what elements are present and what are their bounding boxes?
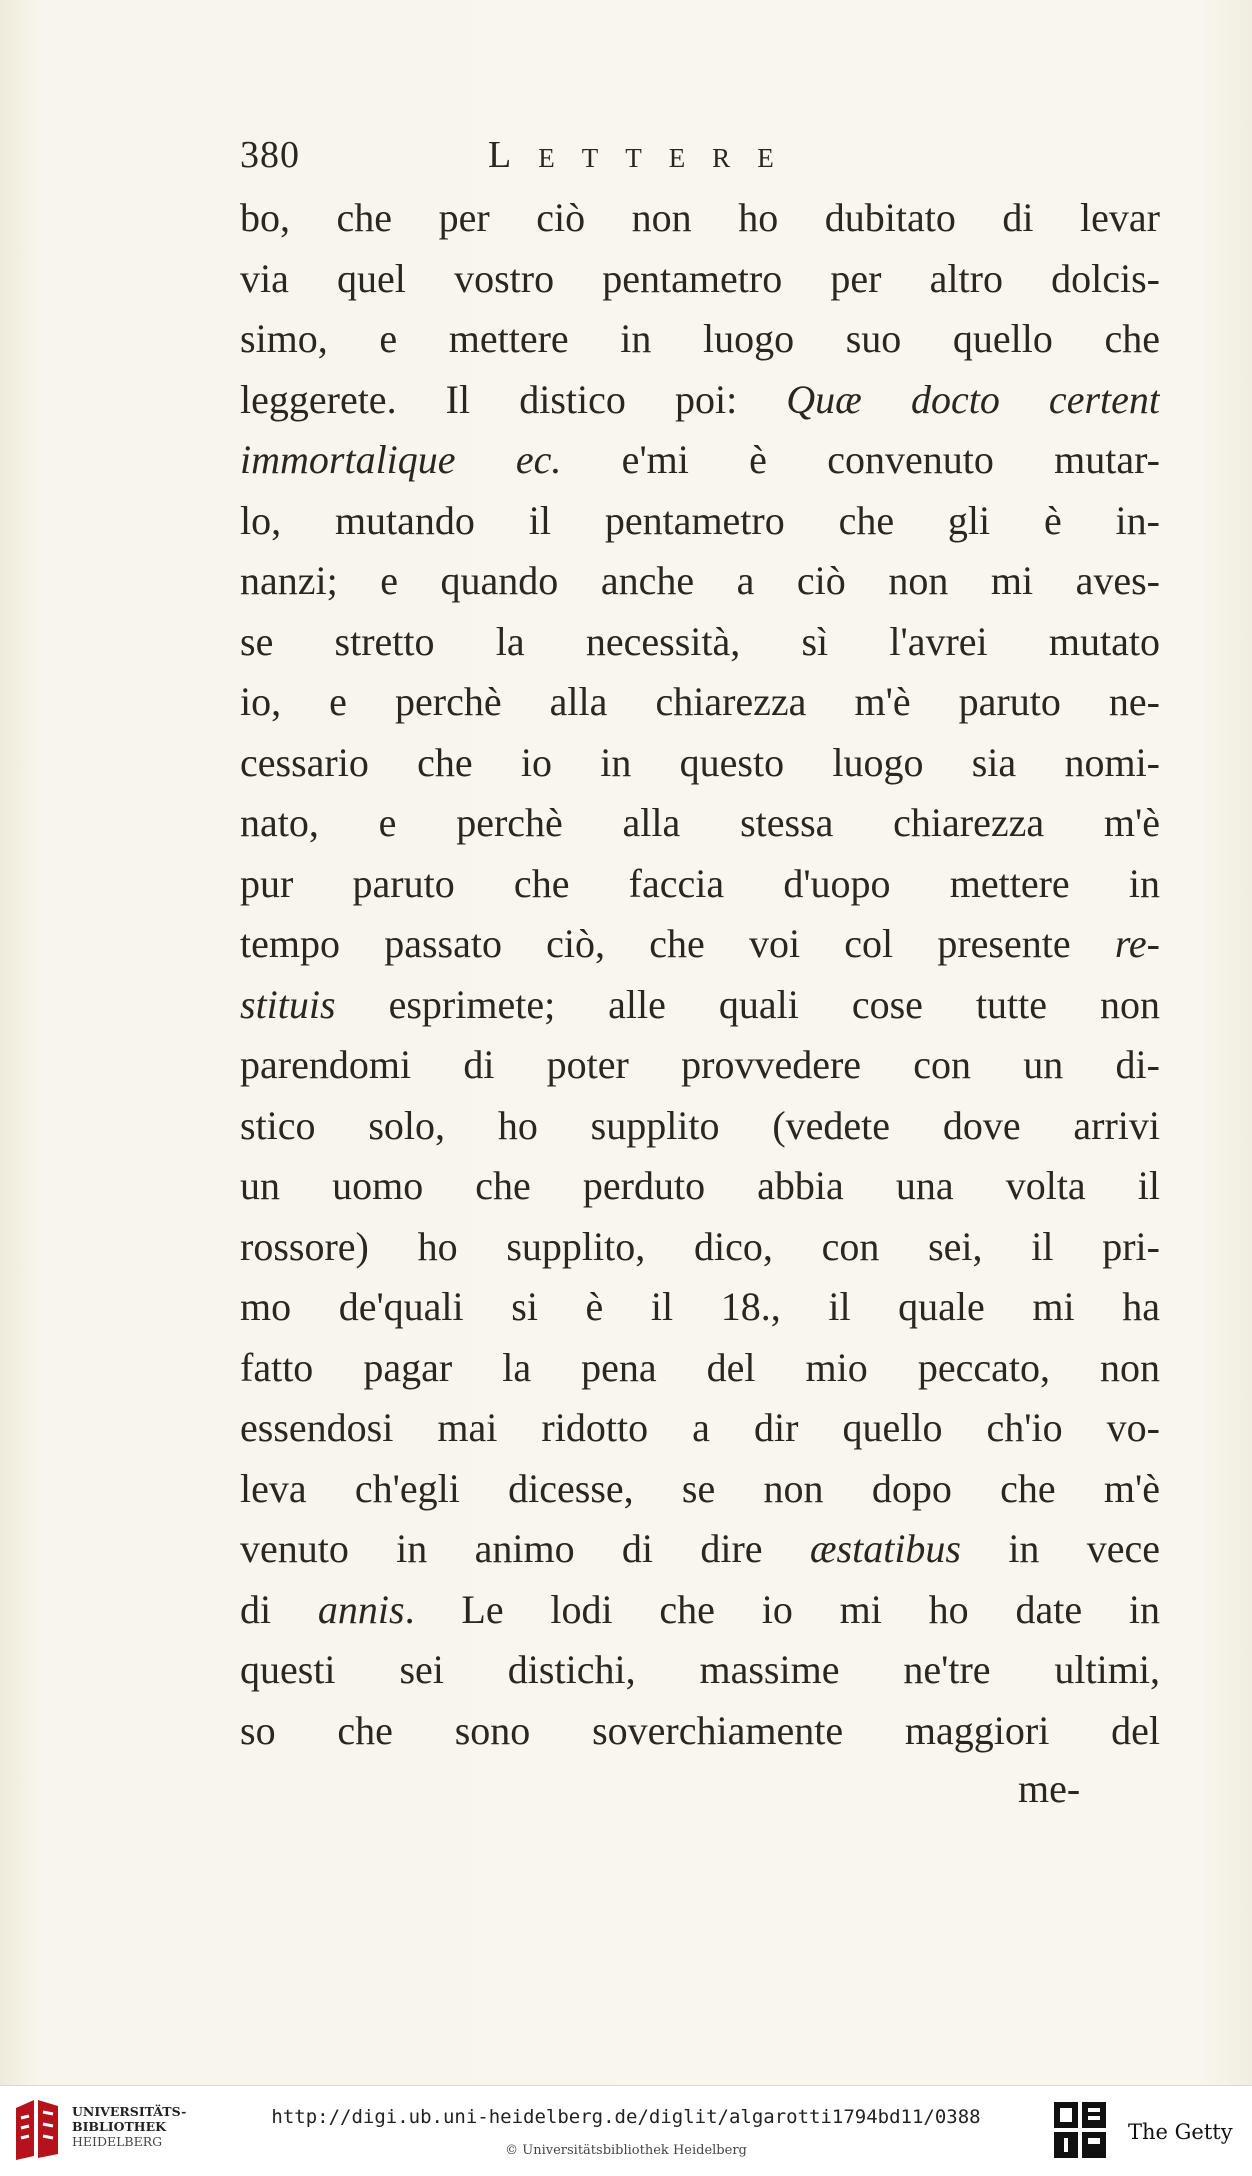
text-line: immortalique ec. e'mi è convenuto mutar-	[240, 437, 1160, 482]
text-line: di annis. Le lodi che io mi ho date in	[240, 1586, 1160, 1632]
getty-name: The Getty	[1128, 2120, 1233, 2144]
text-line: stico solo, ho supplito (vedete dove arrivi	[240, 1102, 1160, 1148]
text-line: bo, che per ciò non ho dubitato di levar	[240, 195, 1160, 240]
catchword: me-	[1018, 1766, 1081, 1811]
latin-word: æstatibus	[809, 1526, 961, 1571]
permalink-url[interactable]: http://digi.ub.uni-heidelberg.de/diglit/algarotti1794bd11/0388	[271, 2106, 981, 2128]
text-line: leggerete. Il distico poi: Quæ docto certent	[240, 376, 1160, 422]
text-line: tempo passato ciò, che voi col presente re-	[240, 921, 1160, 966]
running-head	[240, 133, 1020, 183]
text-line: venuto in animo di dire æstatibus in vece	[240, 1526, 1160, 1571]
text-line: se stretto la necessità, sì l'avrei mutato	[240, 618, 1160, 664]
text-line: simo, e mettere in luogo suo quello che	[240, 316, 1160, 361]
running-title: Lettere	[488, 134, 801, 176]
text-line: lo, mutando il pentametro che gli è in-	[240, 497, 1160, 543]
copyright-notice: © Universitätsbibliothek Heidelberg	[505, 2143, 747, 2158]
text-line: questi sei distichi, massime ne'tre ultimi,	[240, 1647, 1160, 1692]
text-line: cessario che io in questo luogo sia nomi-	[240, 739, 1160, 785]
page-number: 380	[240, 134, 300, 176]
latin-word: re-	[1114, 921, 1160, 966]
university-library-name: UNIVERSITÄTS- BIBLIOTHEK HEIDELBERG	[72, 2104, 187, 2149]
body-text	[240, 188, 1160, 1761]
latin-quote: Quæ docto certent	[786, 376, 1160, 422]
text-line: fatto pagar la pena del mio peccato, non	[240, 1344, 1160, 1390]
text-line: so che sono soverchiamente maggiori del	[240, 1707, 1160, 1753]
text-line: pur paruto che faccia d'uopo mettere in	[240, 860, 1160, 906]
text-line: un uomo che perduto abbia una volta il	[240, 1163, 1160, 1208]
text-line: mo de'quali si è il 18., il quale mi ha	[240, 1284, 1160, 1329]
text-line: rossore) ho supplito, dico, con sei, il pri-	[240, 1223, 1160, 1269]
text-line: via quel vostro pentametro per altro dolcis-	[240, 255, 1160, 301]
latin-word: annis	[317, 1586, 405, 1632]
text-line: io, e perchè alla chiarezza m'è paruto ne-	[240, 679, 1160, 724]
text-line: essendosi mai ridotto a dir quello ch'io vo-	[240, 1405, 1160, 1450]
latin-quote: immortalique ec.	[240, 437, 562, 482]
text-line: parendomi di poter provvedere con un di-	[240, 1042, 1160, 1087]
getty-logo-icon	[1054, 2102, 1106, 2158]
text-line: nanzi; e quando anche a ciò non mi aves-	[240, 558, 1160, 603]
latin-word: stituis	[240, 981, 336, 1027]
text-line: nato, e perchè alla stessa chiarezza m'è	[240, 800, 1160, 845]
text-line: leva ch'egli dicesse, se non dopo che m'è	[240, 1465, 1160, 1511]
text-line: stituis esprimete; alle quali cose tutte non	[240, 981, 1160, 1027]
